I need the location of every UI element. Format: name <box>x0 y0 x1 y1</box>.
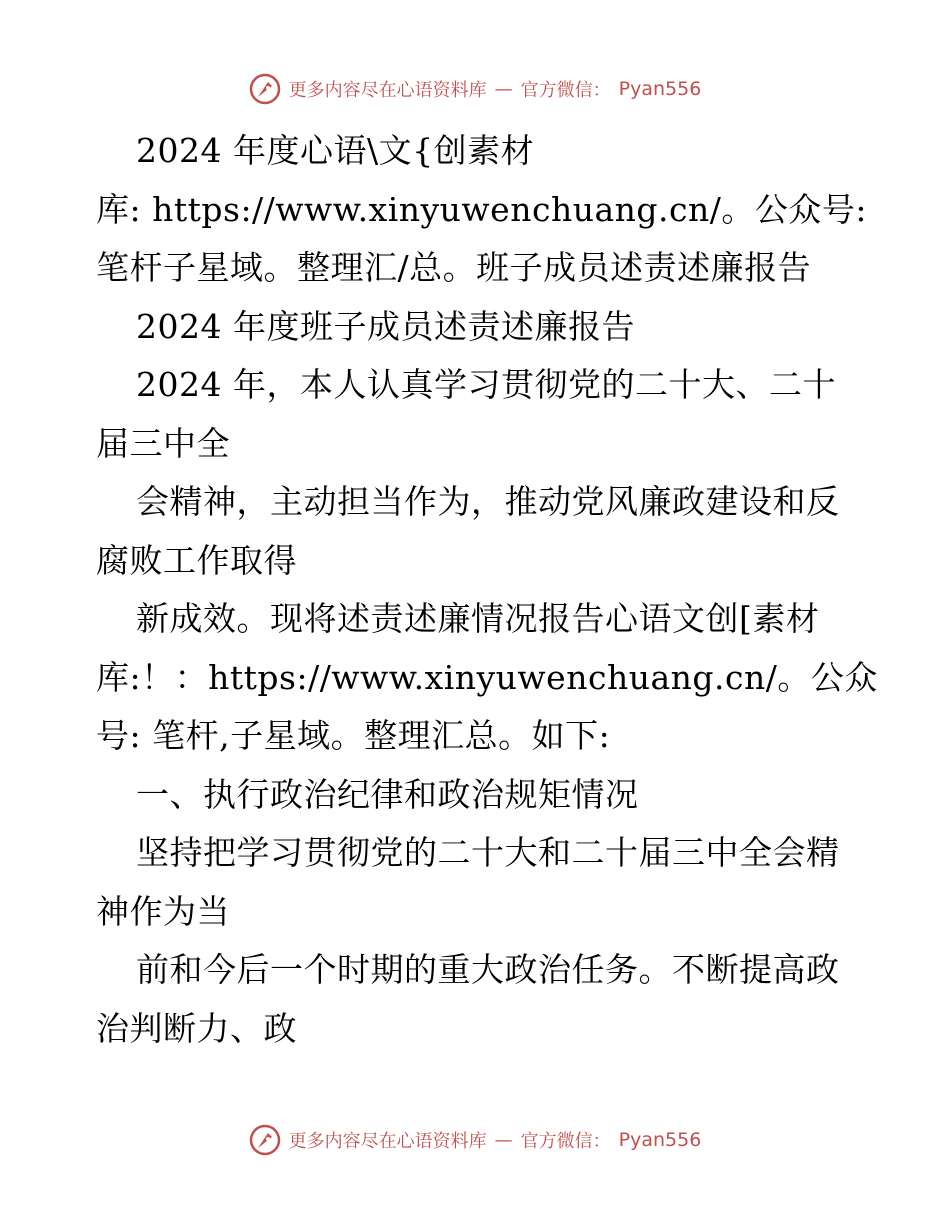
doc-line-10: 库:！：https://www.xinyuwenchuang.cn/。公众 <box>96 657 878 697</box>
watermark-brand: 更多内容尽在心语资料库 <box>288 80 487 101</box>
doc-line-1: 2024 年度心语\文{创素材 <box>136 131 535 170</box>
watermark-official-label: 官方微信： <box>520 80 611 101</box>
doc-line-8: 腐败工作取得 <box>96 540 297 580</box>
doc-line-13: 坚持把学习贯彻党的二十大和二十届三中全会精 <box>136 833 840 872</box>
header-watermark <box>0 72 950 106</box>
doc-line-4: 2024 年度班子成员述责述廉报告 <box>136 306 635 346</box>
document-body <box>96 122 878 1058</box>
watermark-brand: 更多内容尽在心语资料库 <box>288 1131 487 1152</box>
pen-nib-logo-icon <box>249 1124 281 1156</box>
doc-line-11: 号: 笔杆,子星域。整理汇总。如下: <box>96 716 611 755</box>
doc-line-15: 前和今后一个时期的重大政治任务。不断提高政 <box>136 950 840 989</box>
watermark-wechat-id: Pyan556 <box>618 78 702 100</box>
doc-line-3: 笔杆子星域。整理汇/总。班子成员述责述廉报告 <box>96 248 812 287</box>
doc-line-5: 2024 年，本人认真学习贯彻党的二十大、二十 <box>136 365 836 404</box>
doc-line-6: 届三中全 <box>96 423 230 463</box>
watermark-dash: — <box>494 78 513 100</box>
doc-line-12: 一、执行政治纪律和政治规矩情况 <box>136 774 639 814</box>
doc-line-9: 新成效。现将述责述廉情况报告心语文创[素材 <box>136 599 820 638</box>
doc-line-7: 会精神，主动担当作为，推动党风廉政建设和反 <box>136 482 840 521</box>
doc-line-14: 神作为当 <box>96 891 230 931</box>
watermark-wechat-id: Pyan556 <box>618 1129 702 1151</box>
footer-watermark <box>0 1123 950 1157</box>
doc-line-16: 治判断力、政 <box>96 1008 297 1048</box>
watermark-dash: — <box>494 1129 513 1151</box>
doc-line-2: 库: https://www.xinyuwenchuang.cn/。公众号: <box>96 189 867 229</box>
pen-nib-logo-icon <box>249 73 281 105</box>
watermark-official-label: 官方微信： <box>520 1131 611 1152</box>
